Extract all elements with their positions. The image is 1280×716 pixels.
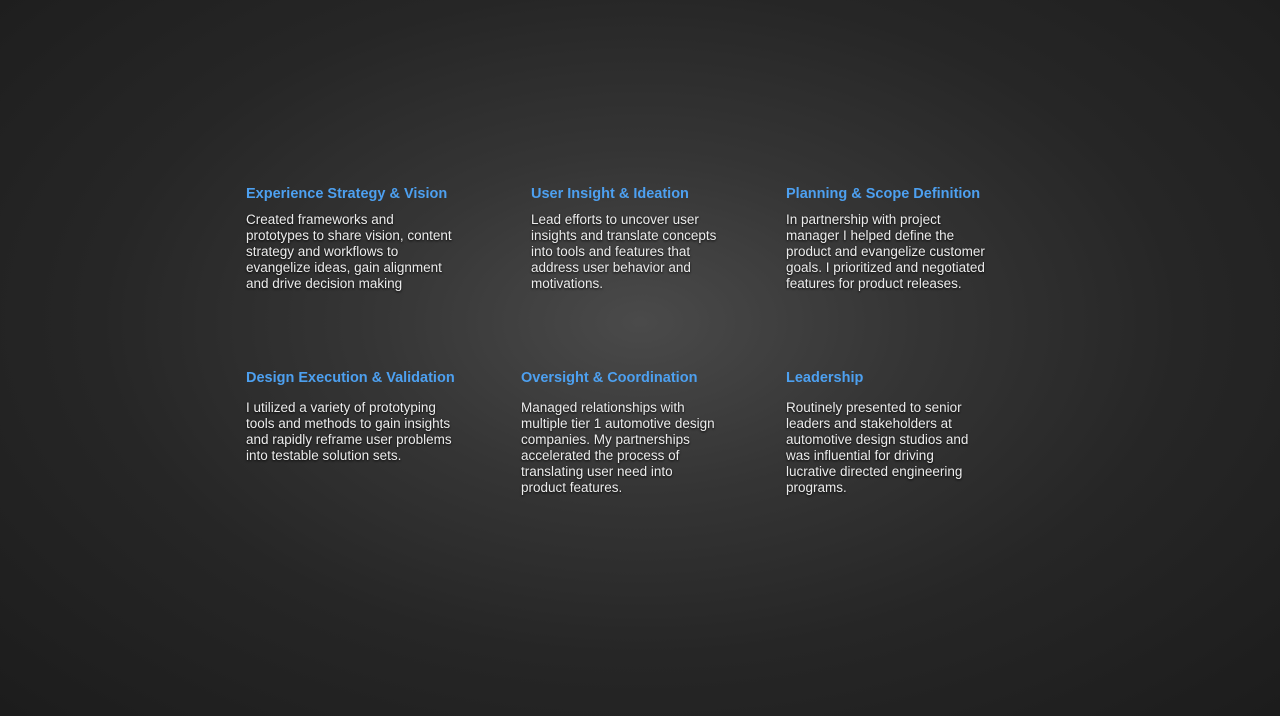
skill-title: Planning & Scope Definition [786,186,981,202]
skill-title: Oversight & Coordination [521,370,698,386]
skill-card-planning-scope [786,185,986,292]
skill-description: I utilized a variety of prototyping tools and methods to gain insights and rapidly reframe user problems into testable solution sets. [246,400,452,463]
skill-card-leadership [786,369,976,496]
skill-title: Experience Strategy & Vision [246,186,448,202]
skill-description: In partnership with project manager I helped define the product and evangelize customer goals. I prioritized and negotiated features for product releases. [786,212,985,291]
skill-card-experience-strategy [246,185,456,292]
skill-title: Leadership [786,370,864,386]
skill-description: Routinely presented to senior leaders and stakeholders at automotive design studios and was influential for driving lucrative directed engineering programs. [786,400,969,495]
skill-card-design-execution [246,369,456,464]
skill-card-user-insight [531,185,731,292]
skill-description: Managed relationships with multiple tier 1 automotive design companies. My partnerships accelerated the process of translating user need into product features. [521,400,715,495]
skill-title: Design Execution & Validation [246,370,455,386]
skill-title: User Insight & Ideation [531,186,689,202]
skill-card-oversight [521,369,721,496]
skill-description: Lead efforts to uncover user insights and translate concepts into tools and features that address user behavior and motivations. [531,212,717,291]
skill-description: Created frameworks and prototypes to share vision, content strategy and workflows to evangelize ideas, gain alignment and drive decision making [246,212,452,291]
